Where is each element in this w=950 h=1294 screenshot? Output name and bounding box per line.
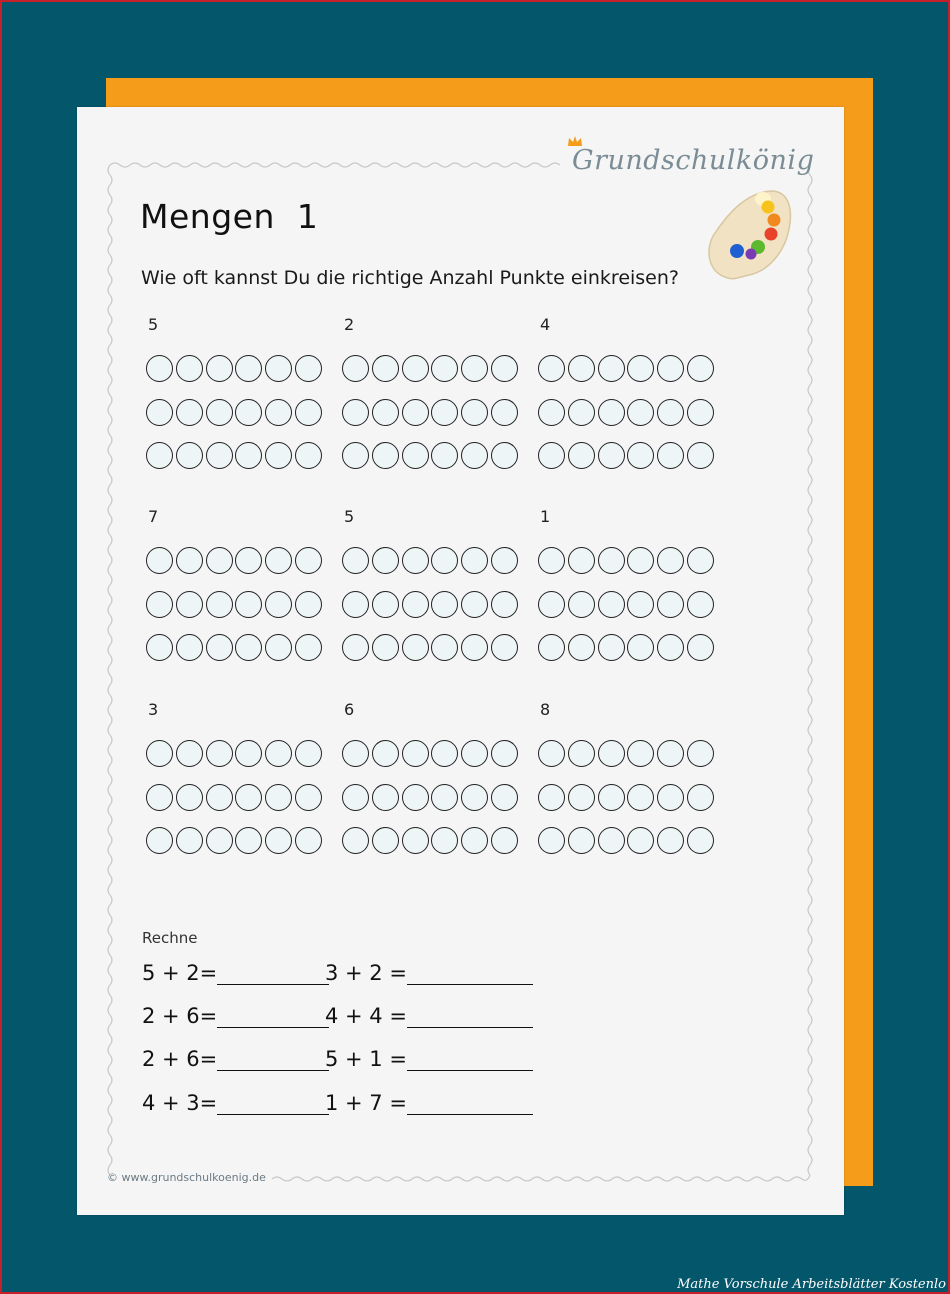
dot-circle[interactable] bbox=[146, 827, 173, 854]
dot-row bbox=[342, 740, 521, 770]
dot-circle[interactable] bbox=[265, 827, 292, 854]
dot-circle[interactable] bbox=[235, 634, 262, 661]
dot-row bbox=[538, 591, 717, 621]
dot-circle[interactable] bbox=[491, 442, 518, 469]
dot-circle[interactable] bbox=[461, 634, 488, 661]
dot-circle[interactable] bbox=[687, 740, 714, 767]
dot-circle[interactable] bbox=[568, 399, 595, 426]
dot-circle[interactable] bbox=[235, 784, 262, 811]
dot-circle[interactable] bbox=[402, 827, 429, 854]
dot-circle[interactable] bbox=[627, 355, 654, 382]
dot-row bbox=[342, 399, 521, 429]
dot-circle[interactable] bbox=[461, 827, 488, 854]
dot-circle[interactable] bbox=[206, 547, 233, 574]
dot-circle[interactable] bbox=[598, 355, 625, 382]
dot-circle[interactable] bbox=[146, 547, 173, 574]
dot-circle[interactable] bbox=[295, 442, 322, 469]
dot-circle[interactable] bbox=[657, 547, 684, 574]
dot-rows bbox=[146, 355, 325, 486]
dot-circle[interactable] bbox=[657, 634, 684, 661]
dot-circle[interactable] bbox=[627, 442, 654, 469]
dot-row bbox=[342, 634, 521, 664]
dot-circle[interactable] bbox=[295, 591, 322, 618]
dot-row bbox=[538, 442, 717, 472]
dot-circle[interactable] bbox=[342, 827, 369, 854]
dot-circle[interactable] bbox=[568, 784, 595, 811]
dot-circle[interactable] bbox=[627, 591, 654, 618]
dot-circle[interactable] bbox=[402, 740, 429, 767]
dot-circle[interactable] bbox=[598, 827, 625, 854]
dot-circle[interactable] bbox=[627, 634, 654, 661]
dot-circle[interactable] bbox=[687, 591, 714, 618]
dot-rows bbox=[538, 547, 717, 678]
dot-circle[interactable] bbox=[568, 442, 595, 469]
dot-circle[interactable] bbox=[538, 547, 565, 574]
dot-rows bbox=[146, 740, 325, 871]
dot-circle[interactable] bbox=[568, 355, 595, 382]
worksheet-page bbox=[77, 107, 844, 1215]
dot-circle[interactable] bbox=[538, 827, 565, 854]
dot-circle[interactable] bbox=[598, 547, 625, 574]
dot-circle[interactable] bbox=[627, 740, 654, 767]
dot-circle[interactable] bbox=[598, 399, 625, 426]
dot-circle[interactable] bbox=[206, 827, 233, 854]
dot-circle[interactable] bbox=[342, 784, 369, 811]
dot-circle[interactable] bbox=[402, 591, 429, 618]
dot-circle[interactable] bbox=[657, 355, 684, 382]
dot-circle[interactable] bbox=[568, 740, 595, 767]
equation-left-1[interactable]: 5 + 2= bbox=[142, 961, 329, 985]
dot-circle[interactable] bbox=[431, 442, 458, 469]
dot-circle[interactable] bbox=[342, 547, 369, 574]
dot-circle[interactable] bbox=[372, 634, 399, 661]
dot-circle[interactable] bbox=[491, 784, 518, 811]
dot-circle[interactable] bbox=[461, 547, 488, 574]
dot-rows bbox=[342, 547, 521, 678]
dot-circle[interactable] bbox=[461, 591, 488, 618]
paint-palette-icon bbox=[705, 185, 793, 285]
dot-row bbox=[538, 399, 717, 429]
dot-circle[interactable] bbox=[146, 784, 173, 811]
equation-left-2[interactable]: 2 + 6= bbox=[142, 1004, 329, 1028]
dot-circle[interactable] bbox=[568, 591, 595, 618]
dot-circle[interactable] bbox=[372, 442, 399, 469]
dot-row bbox=[538, 740, 717, 770]
dot-circle[interactable] bbox=[342, 399, 369, 426]
target-count: 5 bbox=[148, 315, 159, 334]
dot-circle[interactable] bbox=[372, 740, 399, 767]
rechne-label: Rechne bbox=[142, 929, 198, 947]
dot-circle[interactable] bbox=[461, 399, 488, 426]
dot-row bbox=[342, 827, 521, 857]
target-count: 2 bbox=[344, 315, 355, 334]
dot-circle[interactable] bbox=[342, 442, 369, 469]
dot-circle[interactable] bbox=[568, 827, 595, 854]
dot-rows bbox=[342, 355, 521, 486]
dot-row bbox=[146, 634, 325, 664]
dot-circle[interactable] bbox=[265, 784, 292, 811]
dot-circle[interactable] bbox=[372, 399, 399, 426]
dot-circle[interactable] bbox=[491, 355, 518, 382]
dot-circle[interactable] bbox=[687, 827, 714, 854]
dot-circle[interactable] bbox=[372, 355, 399, 382]
dot-circle[interactable] bbox=[206, 442, 233, 469]
dot-circle[interactable] bbox=[461, 442, 488, 469]
dot-circle[interactable] bbox=[431, 591, 458, 618]
dot-circle[interactable] bbox=[687, 355, 714, 382]
target-count: 3 bbox=[148, 700, 159, 719]
dot-circle[interactable] bbox=[176, 547, 203, 574]
dot-circle[interactable] bbox=[491, 827, 518, 854]
dot-circle[interactable] bbox=[176, 591, 203, 618]
dot-row bbox=[538, 827, 717, 857]
dot-row bbox=[146, 547, 325, 577]
equation-right-2[interactable]: 4 + 4 = bbox=[325, 1004, 533, 1028]
dot-circle[interactable] bbox=[372, 784, 399, 811]
dot-circle[interactable] bbox=[598, 784, 625, 811]
title-number: 1 bbox=[296, 197, 319, 236]
dot-circle[interactable] bbox=[146, 355, 173, 382]
dot-rows bbox=[146, 547, 325, 678]
dot-circle[interactable] bbox=[235, 399, 262, 426]
dot-circle[interactable] bbox=[687, 547, 714, 574]
dot-rows bbox=[538, 355, 717, 486]
dot-row bbox=[146, 355, 325, 385]
dot-circle[interactable] bbox=[538, 355, 565, 382]
dot-circle[interactable] bbox=[431, 740, 458, 767]
dot-circle[interactable] bbox=[342, 634, 369, 661]
dot-row bbox=[146, 827, 325, 857]
dot-row bbox=[538, 784, 717, 814]
target-count: 5 bbox=[344, 507, 355, 526]
dot-circle[interactable] bbox=[431, 355, 458, 382]
dot-circle[interactable] bbox=[265, 634, 292, 661]
footer-url[interactable]: © www.grundschulkoenig.de bbox=[107, 1171, 266, 1184]
dot-circle[interactable] bbox=[206, 399, 233, 426]
dot-circle[interactable] bbox=[402, 355, 429, 382]
dot-circle[interactable] bbox=[176, 442, 203, 469]
dot-circle[interactable] bbox=[206, 784, 233, 811]
dot-circle[interactable] bbox=[431, 547, 458, 574]
instruction-text: Wie oft kannst Du die richtige Anzahl Punkte einkreisen? bbox=[141, 267, 680, 289]
dot-circle[interactable] bbox=[627, 399, 654, 426]
dot-circle[interactable] bbox=[687, 442, 714, 469]
dot-circle[interactable] bbox=[431, 634, 458, 661]
dot-circle[interactable] bbox=[206, 634, 233, 661]
dot-circle[interactable] bbox=[206, 355, 233, 382]
dot-row bbox=[538, 547, 717, 577]
dot-row bbox=[538, 634, 717, 664]
dot-circle[interactable] bbox=[627, 784, 654, 811]
dot-circle[interactable] bbox=[627, 547, 654, 574]
dot-circle[interactable] bbox=[491, 740, 518, 767]
dot-row bbox=[146, 784, 325, 814]
title-text: Mengen bbox=[140, 197, 275, 236]
equation-right-1[interactable]: 3 + 2 = bbox=[325, 961, 533, 985]
dot-circle[interactable] bbox=[687, 634, 714, 661]
dot-circle[interactable] bbox=[265, 399, 292, 426]
dot-row bbox=[146, 591, 325, 621]
dot-rows bbox=[538, 740, 717, 871]
dot-circle[interactable] bbox=[568, 547, 595, 574]
dot-circle[interactable] bbox=[176, 399, 203, 426]
dot-circle[interactable] bbox=[176, 355, 203, 382]
dot-circle[interactable] bbox=[206, 740, 233, 767]
equation-left-4[interactable]: 4 + 3= bbox=[142, 1091, 329, 1115]
dot-circle[interactable] bbox=[342, 355, 369, 382]
dot-circle[interactable] bbox=[342, 591, 369, 618]
target-count: 1 bbox=[540, 507, 551, 526]
dot-circle[interactable] bbox=[491, 591, 518, 618]
target-count: 8 bbox=[540, 700, 551, 719]
dot-circle[interactable] bbox=[265, 740, 292, 767]
dot-circle[interactable] bbox=[235, 355, 262, 382]
dot-circle[interactable] bbox=[295, 634, 322, 661]
dot-circle[interactable] bbox=[431, 399, 458, 426]
dot-circle[interactable] bbox=[235, 547, 262, 574]
dot-circle[interactable] bbox=[461, 355, 488, 382]
dot-circle[interactable] bbox=[235, 591, 262, 618]
dot-circle[interactable] bbox=[402, 547, 429, 574]
dot-circle[interactable] bbox=[295, 740, 322, 767]
dot-circle[interactable] bbox=[265, 355, 292, 382]
dot-circle[interactable] bbox=[491, 399, 518, 426]
dot-circle[interactable] bbox=[146, 442, 173, 469]
dot-circle[interactable] bbox=[598, 591, 625, 618]
dot-row bbox=[538, 355, 717, 385]
dot-row bbox=[146, 442, 325, 472]
dot-row bbox=[342, 442, 521, 472]
dot-circle[interactable] bbox=[342, 740, 369, 767]
dot-circle[interactable] bbox=[146, 634, 173, 661]
dot-circle[interactable] bbox=[295, 399, 322, 426]
dot-circle[interactable] bbox=[372, 547, 399, 574]
dot-circle[interactable] bbox=[372, 591, 399, 618]
dot-circle[interactable] bbox=[687, 399, 714, 426]
image-caption: Mathe Vorschule Arbeitsblätter Kostenlo bbox=[677, 1277, 946, 1292]
dot-circle[interactable] bbox=[461, 784, 488, 811]
dot-circle[interactable] bbox=[568, 634, 595, 661]
dot-circle[interactable] bbox=[657, 399, 684, 426]
dot-row bbox=[342, 547, 521, 577]
dot-circle[interactable] bbox=[627, 827, 654, 854]
equation-left-3[interactable]: 2 + 6= bbox=[142, 1047, 329, 1071]
equation-right-4[interactable]: 1 + 7 = bbox=[325, 1091, 533, 1115]
dot-circle[interactable] bbox=[176, 784, 203, 811]
dot-circle[interactable] bbox=[176, 827, 203, 854]
dot-circle[interactable] bbox=[235, 827, 262, 854]
dot-circle[interactable] bbox=[402, 784, 429, 811]
dot-circle[interactable] bbox=[176, 740, 203, 767]
dot-circle[interactable] bbox=[295, 355, 322, 382]
dot-circle[interactable] bbox=[146, 740, 173, 767]
dot-circle[interactable] bbox=[538, 591, 565, 618]
equation-right-3[interactable]: 5 + 1 = bbox=[325, 1047, 533, 1071]
dot-circle[interactable] bbox=[431, 784, 458, 811]
target-count: 6 bbox=[344, 700, 355, 719]
dot-rows bbox=[342, 740, 521, 871]
dot-row bbox=[146, 399, 325, 429]
dot-circle[interactable] bbox=[538, 784, 565, 811]
page-title bbox=[140, 197, 318, 236]
dot-circle[interactable] bbox=[657, 591, 684, 618]
dot-circle[interactable] bbox=[295, 784, 322, 811]
dot-circle[interactable] bbox=[235, 442, 262, 469]
dot-circle[interactable] bbox=[598, 634, 625, 661]
dot-circle[interactable] bbox=[372, 827, 399, 854]
brand-logo: Grundschulkönig bbox=[572, 145, 815, 176]
dot-circle[interactable] bbox=[176, 634, 203, 661]
dot-circle[interactable] bbox=[146, 399, 173, 426]
dot-circle[interactable] bbox=[431, 827, 458, 854]
dot-circle[interactable] bbox=[657, 827, 684, 854]
dot-circle[interactable] bbox=[295, 547, 322, 574]
dot-row bbox=[342, 784, 521, 814]
dot-row bbox=[146, 740, 325, 770]
dot-circle[interactable] bbox=[538, 634, 565, 661]
dot-circle[interactable] bbox=[687, 784, 714, 811]
dot-circle[interactable] bbox=[491, 634, 518, 661]
dot-circle[interactable] bbox=[402, 442, 429, 469]
dot-circle[interactable] bbox=[295, 827, 322, 854]
dot-circle[interactable] bbox=[461, 740, 488, 767]
dot-circle[interactable] bbox=[265, 547, 292, 574]
dot-circle[interactable] bbox=[265, 591, 292, 618]
dot-circle[interactable] bbox=[598, 740, 625, 767]
dot-circle[interactable] bbox=[657, 784, 684, 811]
dot-circle[interactable] bbox=[235, 740, 262, 767]
dot-circle[interactable] bbox=[402, 399, 429, 426]
dot-circle[interactable] bbox=[538, 740, 565, 767]
dot-circle[interactable] bbox=[657, 442, 684, 469]
dot-circle[interactable] bbox=[146, 591, 173, 618]
dot-circle[interactable] bbox=[402, 634, 429, 661]
dot-circle[interactable] bbox=[538, 399, 565, 426]
dot-circle[interactable] bbox=[598, 442, 625, 469]
dot-circle[interactable] bbox=[491, 547, 518, 574]
target-count: 4 bbox=[540, 315, 551, 334]
dot-row bbox=[342, 355, 521, 385]
dot-circle[interactable] bbox=[538, 442, 565, 469]
dot-circle[interactable] bbox=[657, 740, 684, 767]
dot-circle[interactable] bbox=[265, 442, 292, 469]
dot-circle[interactable] bbox=[206, 591, 233, 618]
dot-row bbox=[342, 591, 521, 621]
target-count: 7 bbox=[148, 507, 159, 526]
